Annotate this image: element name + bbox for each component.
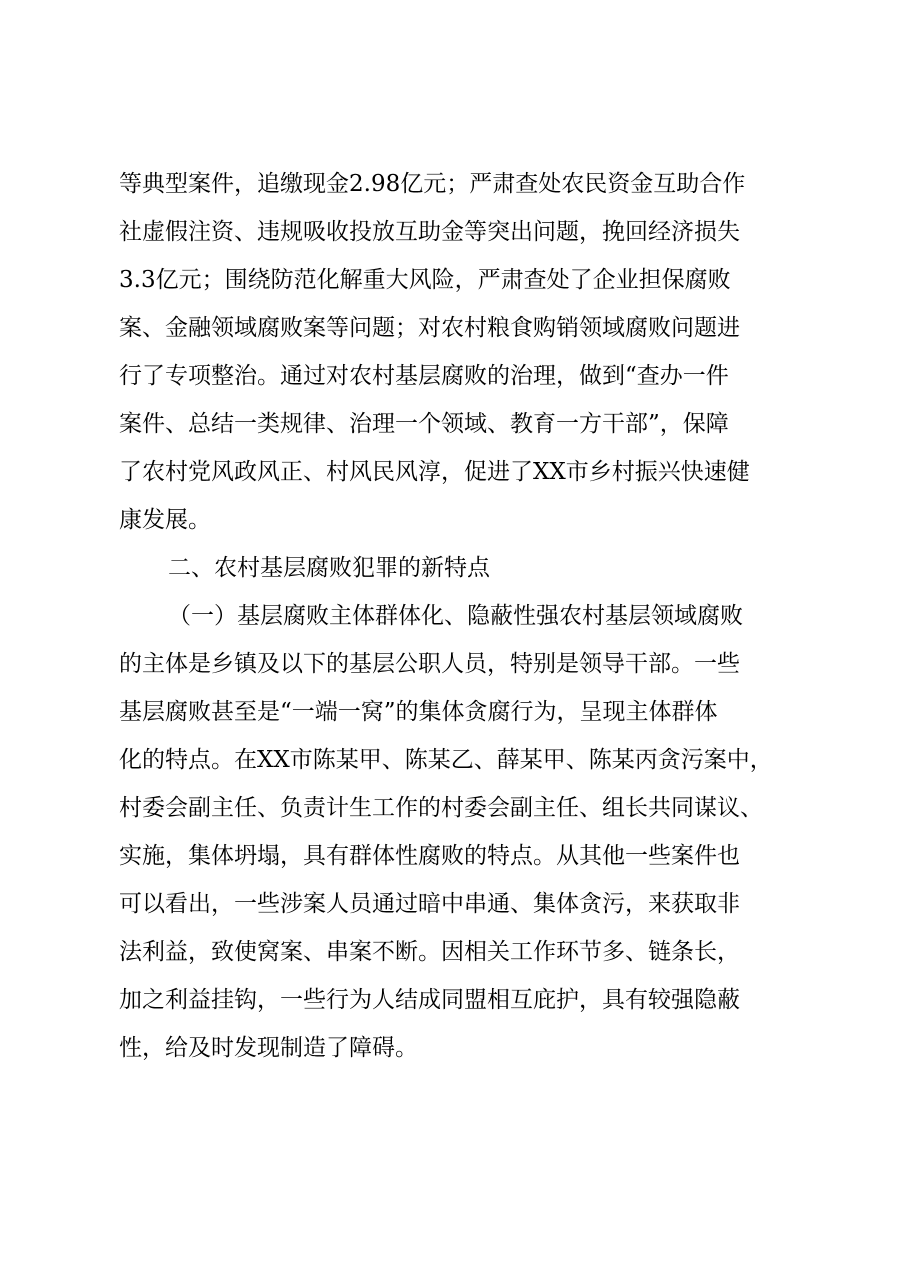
paragraph-1-line-7: 了农村党风政风正、村风民风淳，促进了XX市乡村振兴快速健 [119,459,750,485]
paragraph-1-line-8: 康发展。 [119,507,211,533]
paragraph-2-line-2: 的主体是乡镇及以下的基层公职人员，特别是领导干部。一些 [119,651,740,677]
paragraph-1-line-6: 案件、总结一类规律、治理一个领域、教育一方干部”，保障 [119,411,729,437]
paragraph-2-line-1: （一）基层腐败主体群体化、隐蔽性强农村基层领域腐败 [168,603,743,629]
paragraph-2-line-9: 加之利益挂钩，一些行为人结成同盟相互庇护，具有较强隐蔽 [119,987,740,1013]
paragraph-2-line-8: 法利益，致使窝案、串案不断。因相关工作环节多、链条长， [119,939,740,965]
paragraph-2-line-10: 性，给及时发现制造了障碍。 [119,1035,418,1061]
paragraph-2-line-4: 化的特点。在XX市陈某甲、陈某乙、薛某甲、陈某丙贪污案中， [119,747,773,773]
paragraph-1-line-2: 社虚假注资、违规吸收投放互助金等突出问题，挽回经济损失 [119,219,740,245]
paragraph-1-line-1: 等典型案件，追缴现金2.98亿元；严肃查处农民资金互助合作 [119,171,746,197]
paragraph-1-line-4: 案、金融领域腐败案等问题；对农村粮食购销领域腐败问题进 [119,315,740,341]
paragraph-2-line-7: 可以看出，一些涉案人员通过暗中串通、集体贪污，来获取非 [119,891,740,917]
paragraph-2-line-3: 基层腐败甚至是“一端一窝”的集体贪腐行为，呈现主体群体 [119,699,718,725]
paragraph-1-line-3: 3.3亿元；围绕防范化解重大风险，严肃查处了企业担保腐败 [119,267,731,293]
paragraph-2-line-5: 村委会副主任、负责计生工作的村委会副主任、组长共同谋议、 [119,795,763,821]
paragraph-1-line-5: 行了专项整治。通过对农村基层腐败的治理，做到“查办一件 [119,363,729,389]
section-heading: 二、农村基层腐败犯罪的新特点 [168,555,490,581]
paragraph-2-line-6: 实施，集体坍塌，具有群体性腐败的特点。从其他一些案件也 [119,843,740,869]
